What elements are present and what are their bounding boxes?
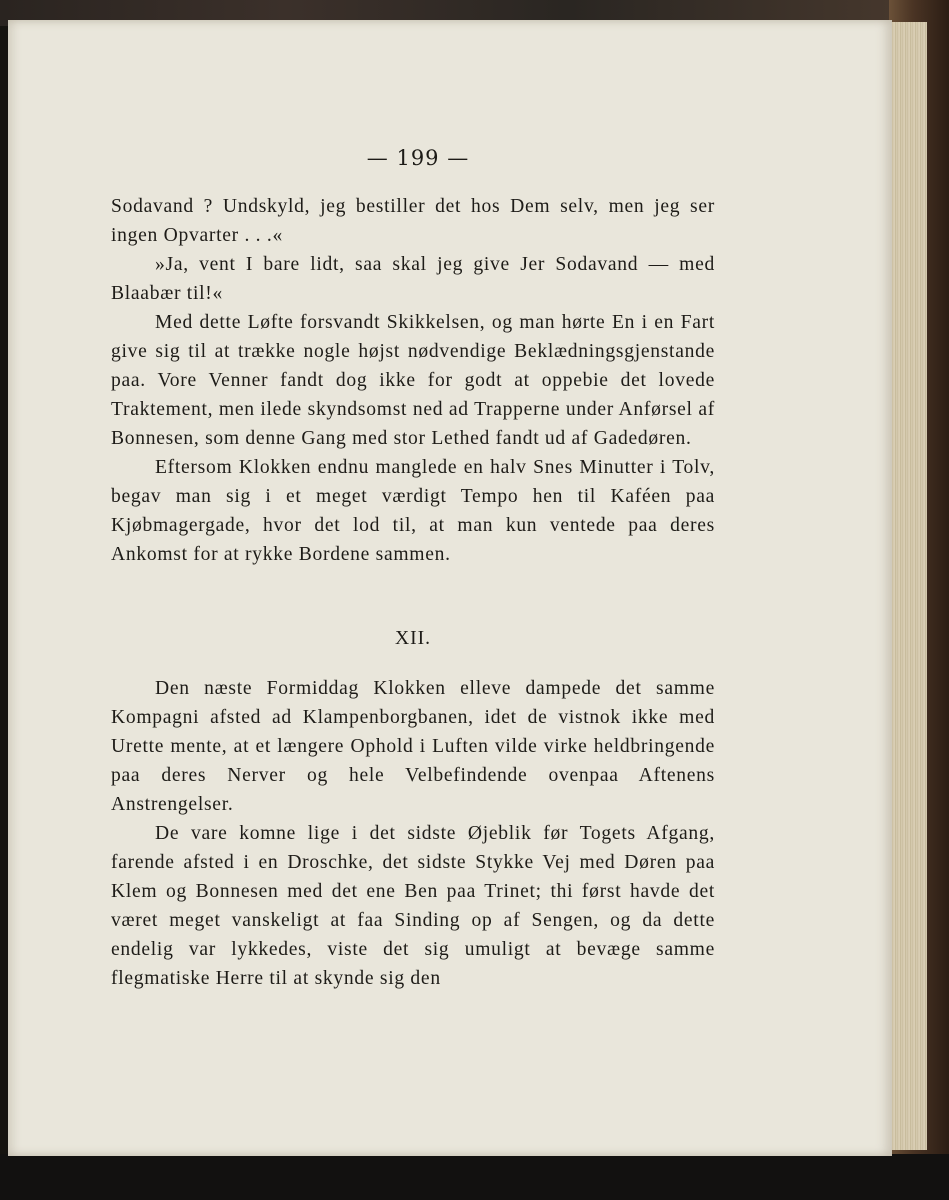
paragraph: Den næste Formiddag Klokken elleve dampede det samme Kompagni afsted ad Klampenborgbanen, idet de vistnok ikke med Urette mente, at et længere Ophold i Luften vilde virke heldbringende paa deres Nerver og hele Velbefindende ovenpaa Aftenens Anstrengelser.: [111, 678, 715, 815]
chapter-heading: XII.: [394, 628, 432, 649]
body-text: [111, 192, 715, 993]
page-edges: [890, 22, 927, 1150]
page-number: — 199 —: [366, 146, 470, 170]
paragraph: Sodavand ? Undskyld, jeg bestiller det hos Dem selv, men jeg ser ingen Opvarter . . .«: [111, 196, 715, 246]
book-page: [8, 20, 892, 1156]
scan-background-bottom: [0, 1154, 949, 1200]
paragraph: Med dette Løfte forsvandt Skikkelsen, og man hørte En i en Fart give sig til at trække nogle højst nødvendige Beklædningsgjenstande paa. Vore Venner fandt dog ikke for godt at oppebie det lovede Traktement, men ilede skyndsomst ned ad Trapperne under Anførsel af Bonnesen, som denne Gang med stor Lethed fandt ud af Gadedøren.: [111, 312, 715, 449]
paragraph: Eftersom Klokken endnu manglede en halv Snes Minutter i Tolv, begav man sig i et meget værdigt Tempo hen til Kaféen paa Kjøbmagergade, hvor det lod til, at man kun ventede paa deres Ankomst for at rykke Bordene sammen.: [111, 457, 715, 565]
paragraph: »Ja, vent I bare lidt, saa skal jeg give Jer Sodavand — med Blaabær til!«: [111, 254, 715, 304]
paragraph: De vare komne lige i det sidste Øjeblik før Togets Afgang, farende afsted i en Droschke, det sidste Stykke Vej med Døren paa Klem og Bonnesen med det ene Ben paa Trinet; thi først havde det været meget vanskeligt at faa Sinding op af Sengen, og da dette endelig var lykkedes, viste det sig umuligt at bevæge samme flegmatiske Herre til at skynde sig den: [111, 823, 715, 989]
